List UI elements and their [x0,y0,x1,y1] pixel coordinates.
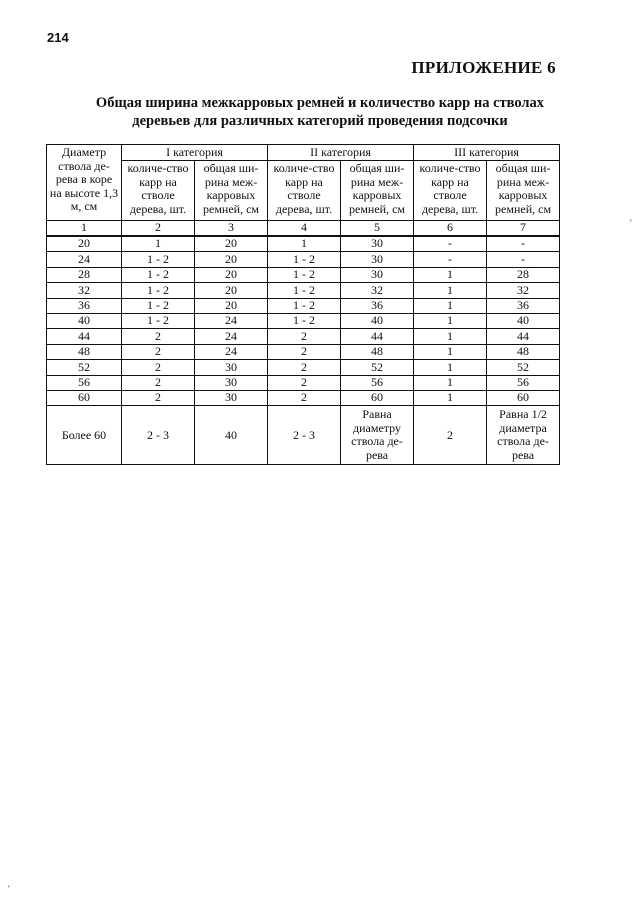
table-cell: - [487,252,560,267]
table-row [47,267,560,282]
table-cell: 2 [122,360,195,375]
table-row [47,329,560,344]
diameter-header: Диаметр ствола де-рева в коре на высоте 1,3 м, см [47,145,122,221]
table-cell: 40 [195,406,268,465]
table-cell: 40 [487,313,560,328]
table-cell: 2 [268,390,341,405]
table-cell: 1 [414,375,487,390]
table-row [47,390,560,405]
table-cell: 56 [341,375,414,390]
subheader-cell: общая ши-рина меж-карровых ремней, см [341,161,414,221]
table-data-rows [47,236,560,406]
table-cell: 60 [487,390,560,405]
table-cell: 1 - 2 [122,283,195,298]
category-header: III категория [414,145,560,161]
header-row [47,145,560,161]
table-cell: 44 [487,329,560,344]
table-cell: 1 - 2 [268,283,341,298]
table-cell: 60 [47,390,122,405]
table-row [47,313,560,328]
table-cell: 1 - 2 [122,313,195,328]
table-cell: 44 [47,329,122,344]
column-number: 4 [268,221,341,237]
table-cell: - [414,236,487,252]
table-cell: 1 - 2 [268,267,341,282]
table-cell: 1 [414,283,487,298]
table-cell: 32 [47,283,122,298]
column-number: 1 [47,221,122,237]
column-number: 3 [195,221,268,237]
table-title [40,94,600,130]
table-cell: 1 - 2 [122,298,195,313]
table-cell: 52 [487,360,560,375]
table-cell: 52 [341,360,414,375]
table-cell: 30 [195,375,268,390]
table-cell: 1 - 2 [268,313,341,328]
table-cell: 36 [47,298,122,313]
table-cell: 2 [414,406,487,465]
table-cell: 1 [414,329,487,344]
table-cell: 20 [195,267,268,282]
table-row [47,283,560,298]
category-header: I категория [122,145,268,161]
table-cell: 20 [195,252,268,267]
table-cell: 40 [341,313,414,328]
table-cell: 30 [195,390,268,405]
table-cell: 2 - 3 [268,406,341,465]
page-number: 214 [47,30,69,45]
table-cell: 1 [414,267,487,282]
subheader-row [47,161,560,221]
category-header: II категория [268,145,414,161]
table-cell: 1 [414,344,487,359]
appendix-heading: ПРИЛОЖЕНИЕ 6 [411,58,556,77]
table-cell: 60 [341,390,414,405]
column-number: 7 [487,221,560,237]
table-cell: 2 [122,390,195,405]
table-cell: 2 [122,344,195,359]
table-cell: 1 [414,298,487,313]
subheader-cell: общая ши-рина меж-карровых ремней, см [195,161,268,221]
table-cell: Равна диаметру ствола де-рева [341,406,414,465]
table-cell: 48 [341,344,414,359]
table-cell: 30 [341,267,414,282]
table-cell: 1 - 2 [122,252,195,267]
table-row [47,360,560,375]
table-cell: 1 [122,236,195,252]
table-cell: 56 [47,375,122,390]
table-cell: 1 - 2 [268,252,341,267]
table-cell: 30 [341,252,414,267]
subheader-cell: количе-ство карр на стволе дерева, шт. [122,161,195,221]
table-cell: 48 [487,344,560,359]
table-row [47,252,560,267]
table-cell: 24 [195,344,268,359]
title-line-2: деревьев для различных категорий проведения подсочки [132,113,508,129]
table-cell: Более 60 [47,406,122,465]
subheader-cell: количе-ство карр на стволе дерева, шт. [268,161,341,221]
table-cell: 32 [487,283,560,298]
title-line-1: Общая ширина межкарровых ремней и количество карр на стволах [95,95,545,111]
table-cell: 20 [195,283,268,298]
column-number: 5 [341,221,414,237]
table-row [47,298,560,313]
table-last-rows [47,406,560,465]
table-cell: 32 [341,283,414,298]
table-cell: 48 [47,344,122,359]
scan-mark: ' [8,884,10,894]
scan-mark: ' [630,218,632,228]
column-number: 6 [414,221,487,237]
table-cell: 1 - 2 [122,267,195,282]
table-cell: 2 [268,375,341,390]
table-cell: 56 [487,375,560,390]
table-cell: 1 [268,236,341,252]
table-cell: 2 [122,329,195,344]
column-number-row [47,221,560,237]
table-row [47,344,560,359]
table-cell: - [414,252,487,267]
data-table [46,144,560,465]
table-cell: 2 [268,360,341,375]
table-cell: 1 [414,313,487,328]
table-body [47,145,560,237]
table-cell: 30 [195,360,268,375]
table-cell: 30 [341,236,414,252]
table-cell: 52 [47,360,122,375]
table-cell: 2 [122,375,195,390]
table-cell: 44 [341,329,414,344]
table-cell: 20 [195,298,268,313]
table-cell: - [487,236,560,252]
subheader-cell: количе-ство карр на стволе дерева, шт. [414,161,487,221]
table-cell: 1 [414,360,487,375]
table-cell: 2 [268,329,341,344]
table-cell: 1 [414,390,487,405]
table-cell: 24 [195,329,268,344]
table-row [47,236,560,252]
table-cell: 28 [487,267,560,282]
table-row-last [47,406,560,465]
table-cell: 24 [195,313,268,328]
table-cell: 2 [268,344,341,359]
table-cell: 20 [195,236,268,252]
table-cell: 40 [47,313,122,328]
table-cell: 36 [487,298,560,313]
column-number: 2 [122,221,195,237]
table-cell: Равна 1/2 диаметра ствола де-рева [487,406,560,465]
table-cell: 28 [47,267,122,282]
subheader-cell: общая ши-рина меж-карровых ремней, см [487,161,560,221]
table-cell: 1 - 2 [268,298,341,313]
table-cell: 36 [341,298,414,313]
table-cell: 20 [47,236,122,252]
table-cell: 24 [47,252,122,267]
table-row [47,375,560,390]
table-cell: 2 - 3 [122,406,195,465]
